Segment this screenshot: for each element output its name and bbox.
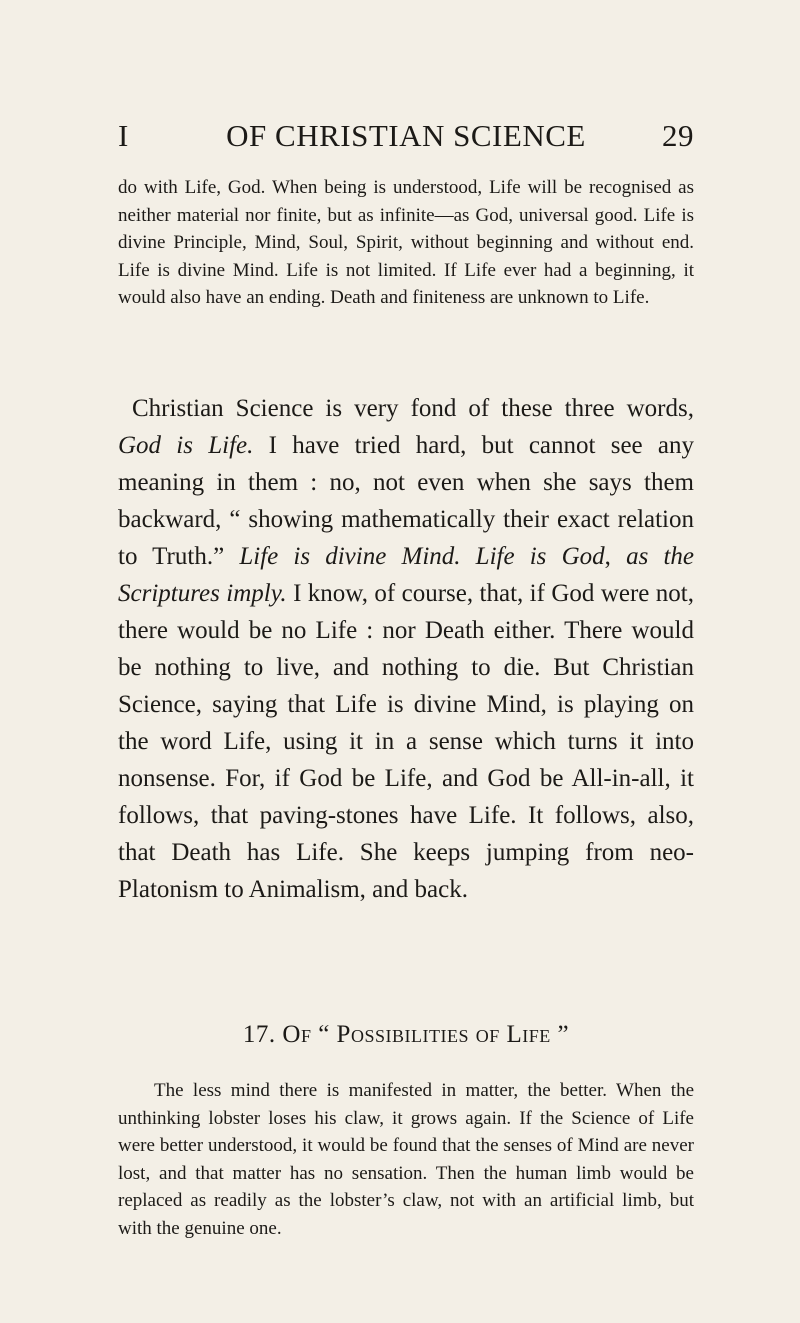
running-title: OF CHRISTIAN SCIENCE <box>226 118 586 153</box>
p2-italic-1: God is Life. <box>118 432 254 459</box>
paragraph-1: do with Life, God. When being is understood, Life will be recognised as neither material nor finite, but as infinite—as God, universal good. Life is divine Principle, Mind, Soul, Spirit, without beginning and without end. Life is divine Mind. Life is not limited. If Life ever had a beginning, it would also have an ending. Death and finiteness are unknown to Life. <box>118 177 694 308</box>
p2-text-3: , <box>604 543 627 570</box>
p2-text-1: Christian Science is very fond of these three words, <box>132 395 694 422</box>
paragraph-2 <box>118 390 694 908</box>
chapter-number: I <box>118 118 129 153</box>
p2-text-2: I have tried hard, but cannot see any meaning in them : no, not even when she says them backward, “ showing mathematically their exact relation to Truth.” <box>118 432 694 570</box>
p2-text-4: I know, of course, that, if God were not, there would be no Life : nor Death either. There would be nothing to live, and nothing to die. But Christian Science, saying that Life is divine Mind, is playing on the word Life, using it in a sense which turns it into nonsense. For, if God be Life, and God be All-in-all, it follows, that paving-stones have Life. It follows, also, that Death has Life. She keeps jumping from neo-Platonism to Animalism, and back. <box>118 580 694 903</box>
running-head <box>118 118 694 158</box>
page-number: 29 <box>662 118 694 153</box>
commentary-passage <box>118 390 694 908</box>
section-heading: 17. Of “ Possibilities of Life ” <box>242 1021 570 1048</box>
p2-italic-2: Life is divine Mind. Life is God <box>239 543 605 570</box>
quoted-passage-1 <box>118 174 694 312</box>
p2-italic-3: as the Scriptures imply. <box>118 543 694 607</box>
paragraph-3: The less mind there is manifested in matter, the better. When the unthinking lobster loses his claw, it grows again. If the Science of Life were better understood, it would be found that the senses of Mind are never lost, and that matter has no sensation. Then the human limb would be replaced as readily as the lobster’s claw, not with an artificial limb, but with the genuine one. <box>118 1080 694 1239</box>
quoted-passage-2 <box>118 1077 694 1243</box>
